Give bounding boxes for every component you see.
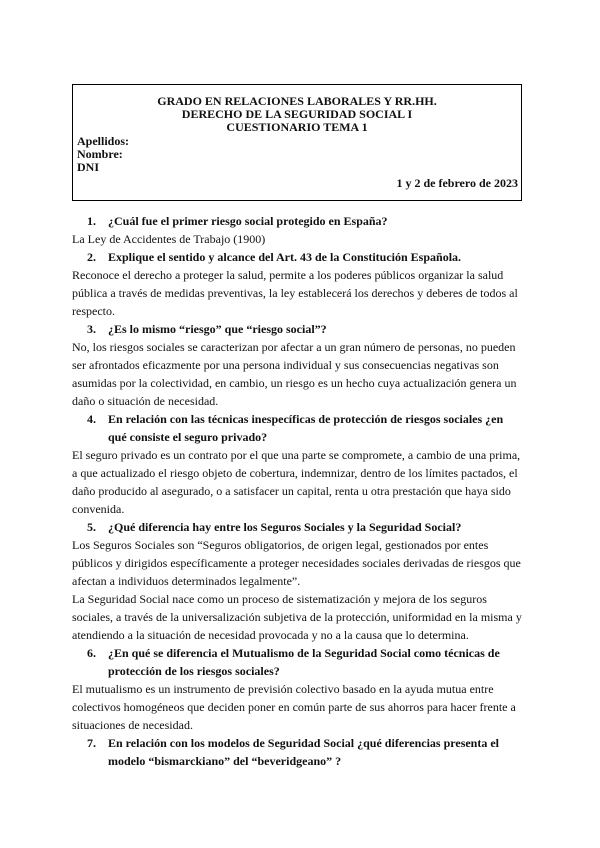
answer-2 — [72, 266, 524, 320]
subject-title: DERECHO DE LA SEGURIDAD SOCIAL I — [181, 107, 413, 121]
exam-date: 1 y 2 de febrero de 2023 — [396, 176, 518, 190]
header-box — [72, 84, 522, 201]
question-number: 4. — [87, 412, 96, 426]
questionnaire-content — [72, 212, 524, 770]
question-text: Explique el sentido y alcance del Art. 43 de la Constitución Española. — [108, 250, 462, 264]
question-number: 1. — [87, 214, 96, 228]
answer-paragraph: El seguro privado es un contrato por el que una parte se compromete, a cambio de una prima, a que actualizado el riesgo objeto de cobertura, indemnizar, dentro de los límites pactados, el daño producido al asegurado, o a satisfacer un capital, renta u otra prestación que haya sido convenida. — [72, 448, 521, 516]
question-text: En relación con las técnicas inespecíficas de protección de riesgos sociales ¿en qué consiste el seguro privado? — [108, 412, 504, 444]
question-number: 5. — [87, 520, 96, 534]
answer-paragraph: La Ley de Accidentes de Trabajo (1900) — [72, 232, 266, 246]
question-3 — [72, 320, 524, 338]
answer-paragraph: La Seguridad Social nace como un proceso de sistematización y mejora de los seguros sociales, a través de la universalización subjetiva de la protección, uniformidad en la misma y atendiendo a la situación de necesidad provocada y no a la causa que lo determina. — [72, 592, 522, 642]
question-text: En relación con los modelos de Seguridad Social ¿qué diferencias presenta el modelo “bismarckiano” del “beveridgeano” ? — [108, 736, 500, 768]
nombre-field: Nombre: — [77, 147, 123, 161]
question-number: 6. — [87, 646, 96, 660]
question-text: ¿En qué se diferencia el Mutualismo de la Seguridad Social como técnicas de protección de los riesgos sociales? — [108, 646, 500, 678]
answer-1 — [72, 230, 524, 248]
answer-paragraph: No, los riesgos sociales se caracterizan por afectar a un gran número de personas, no pueden ser afrontados eficazmente por una persona individual y sus consecuencias negativas son asumidas por la colectividad, en cambio, un riesgo es un hecho cuya actualización genera un daño o situación de necesidad. — [72, 340, 517, 408]
question-1 — [72, 212, 524, 230]
answer-paragraph: Reconoce el derecho a proteger la salud, permite a los poderes públicos organizar la salud pública a través de medidas preventivas, la ley establecerá los derechos y deberes de todos al respecto. — [72, 268, 518, 318]
answer-3 — [72, 338, 524, 410]
header-titles — [73, 85, 521, 134]
questionnaire-title: CUESTIONARIO TEMA 1 — [226, 120, 368, 134]
question-5 — [72, 518, 524, 536]
question-2 — [72, 248, 524, 266]
question-6 — [72, 644, 524, 680]
answer-4 — [72, 446, 524, 518]
question-number: 7. — [87, 736, 96, 750]
answer-6 — [72, 680, 524, 734]
answer-5 — [72, 536, 524, 644]
question-4 — [72, 410, 524, 446]
question-text: ¿Es lo mismo “riesgo” que “riesgo social”? — [108, 322, 327, 336]
question-text: ¿Qué diferencia hay entre los Seguros Sociales y la Seguridad Social? — [108, 520, 462, 534]
apellidos-field: Apellidos: — [77, 134, 130, 148]
question-text: ¿Cuál fue el primer riesgo social protegido en España? — [108, 214, 388, 228]
student-fields — [73, 135, 521, 174]
dni-field: DNI — [77, 160, 100, 174]
question-number: 3. — [87, 322, 96, 336]
answer-paragraph: El mutualismo es un instrumento de previsión colectivo basado en la ayuda mutua entre colectivos homogéneos que deciden poner en común parte de sus ahorros para hacer frente a situaciones de necesidad. — [72, 682, 516, 732]
degree-title: GRADO EN RELACIONES LABORALES Y RR.HH. — [157, 94, 437, 108]
question-number: 2. — [87, 250, 96, 264]
question-7 — [72, 734, 524, 770]
answer-paragraph: Los Seguros Sociales son “Seguros obligatorios, de origen legal, gestionados por entes públicos y dirigidos específicamente a proteger necesidades sociales derivadas de riesgos que afectan a individuos determinados legalmente”. — [72, 538, 521, 588]
